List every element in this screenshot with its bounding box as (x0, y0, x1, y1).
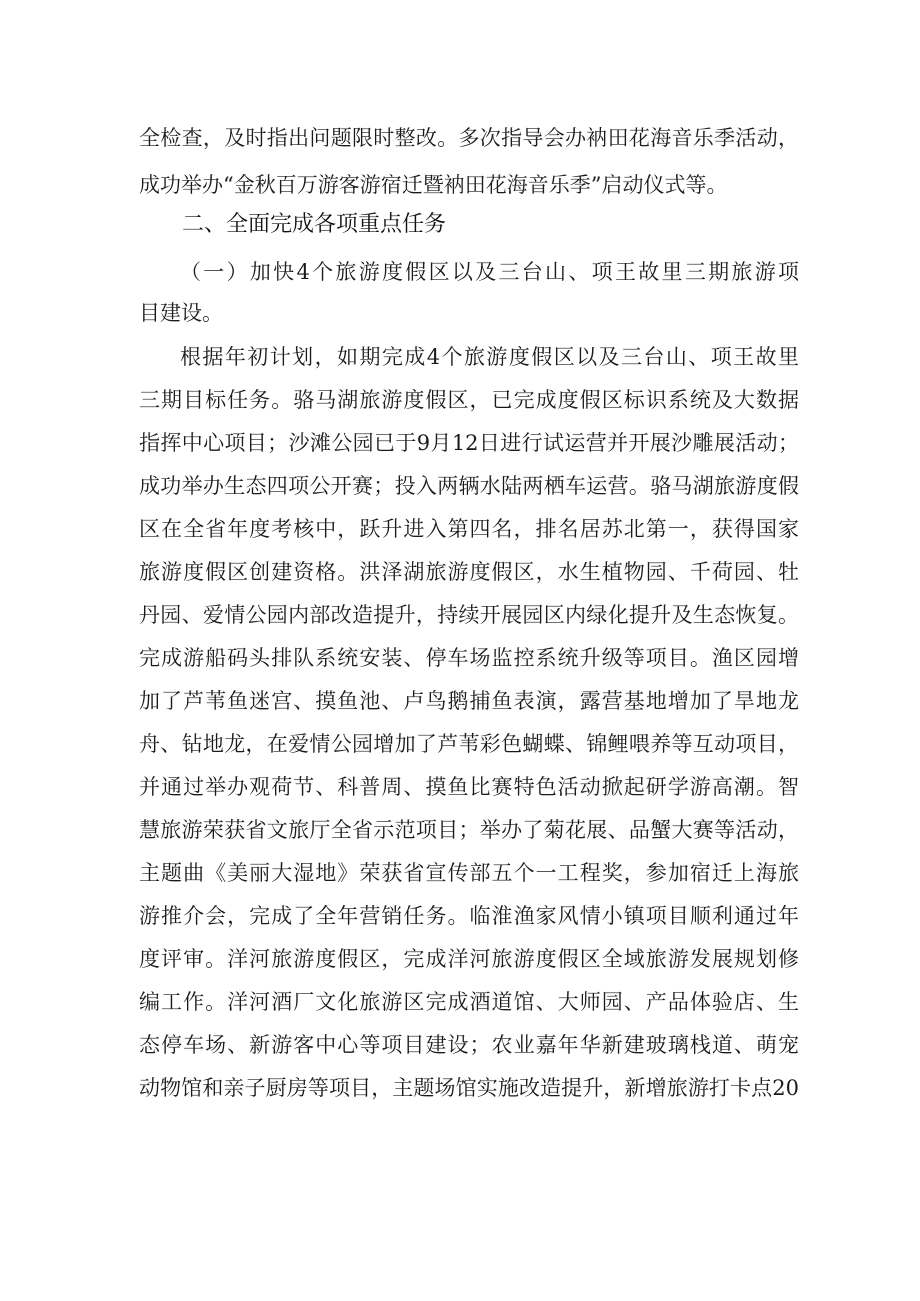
section-heading: 二、全面完成各项重点任务 (182, 212, 447, 237)
subsection-line-2: 目建设。 (139, 301, 223, 325)
body-line-11: 并通过举办观荷节、科普周、摸鱼比赛特色活动掀起研学游高潮。智 (139, 775, 799, 799)
body-line-3: 指挥中心项目；沙滩公园已于9月12日进行试运营并开展沙雕展活动； (139, 431, 799, 455)
body-line-14: 游推介会，完成了全年营销任务。临淮渔家风情小镇项目顺利通过年 (139, 904, 799, 928)
intro-line-2: 成功举办“金秋百万游客游宿迁暨衲田花海音乐季”启动仪式等。 (139, 173, 728, 197)
body-line-6: 旅游度假区创建资格。洪泽湖旅游度假区，水生植物园、千荷园、牡 (139, 560, 799, 584)
body-line-8: 完成游船码头排队系统安装、停车场监控系统升级等项目。渔区园增 (139, 646, 799, 670)
body-line-17: 态停车场、新游客中心等项目建设；农业嘉年华新建玻璃栈道、萌宠 (139, 1033, 799, 1057)
body-line-13: 主题曲《美丽大湿地》荣获省宣传部五个一工程奖，参加宿迁上海旅 (139, 861, 799, 885)
body-line-5: 区在全省年度考核中，跃升进入第四名，排名居苏北第一，获得国家 (139, 517, 799, 541)
subsection-line-1: （一）加快4个旅游度假区以及三台山、项王故里三期旅游项 (180, 260, 799, 284)
body-line-12: 慧旅游荣获省文旅厅全省示范项目；举办了菊花展、品蟹大赛等活动， (139, 818, 799, 842)
body-line-18: 动物馆和亲子厨房等项目，主题场馆实施改造提升，新增旅游打卡点20 (139, 1076, 799, 1100)
body-line-9: 加了芦苇鱼迷宫、摸鱼池、卢鸟鹅捕鱼表演，露营基地增加了旱地龙 (139, 689, 799, 713)
body-line-15: 度评审。洋河旅游度假区，完成洋河旅游度假区全域旅游发展规划修 (139, 947, 799, 971)
body-line-7: 丹园、爱情公园内部改造提升，持续开展园区内绿化提升及生态恢复。 (139, 603, 799, 627)
body-line-2: 三期目标任务。骆马湖旅游度假区，已完成度假区标识系统及大数据 (139, 388, 799, 412)
body-line-16: 编工作。洋河酒厂文化旅游区完成酒道馆、大师园、产品体验店、生 (139, 990, 799, 1014)
intro-line-1: 全检查，及时指出问题限时整改。多次指导会办衲田花海音乐季活动， (139, 126, 799, 150)
body-line-10: 舟、钻地龙，在爱情公园增加了芦苇彩色蝴蝶、锦鲤喂养等互动项目， (139, 732, 799, 756)
body-line-1: 根据年初计划，如期完成4个旅游度假区以及三台山、项王故里 (180, 345, 799, 369)
body-line-4: 成功举办生态四项公开赛；投入两辆水陆两栖车运营。骆马湖旅游度假 (139, 474, 799, 498)
